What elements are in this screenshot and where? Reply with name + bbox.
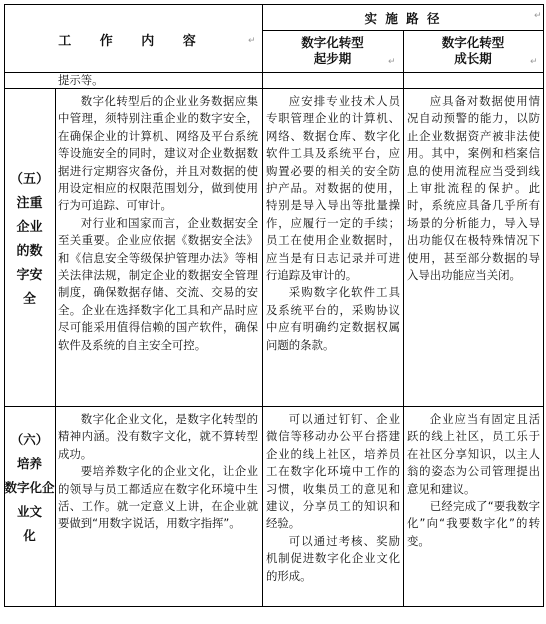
section-6-label-line: 培养: [16, 456, 42, 471]
section-6-label-line: 业文: [16, 504, 42, 519]
cell-end-mark: ↵: [388, 57, 396, 67]
row-line-1: [4, 88, 544, 89]
cell-end-mark: ↵: [534, 11, 542, 21]
section-6-grow-stage: [407, 411, 540, 605]
section-6-label-line: 数字化企: [4, 480, 55, 495]
start-stage-header: [262, 35, 403, 71]
section-5-label-line: （五）: [9, 172, 49, 187]
work-content-header: 工 作 内 容: [58, 34, 208, 49]
paragraph: 可以通过考核、奖励机制促进数字化企业文化的形成。: [266, 533, 400, 583]
section-5-grow-stage: [407, 93, 540, 405]
section-5-content: [58, 93, 258, 405]
section-5-label-line: 的数: [16, 244, 43, 259]
section-5-label-line: 字安: [16, 268, 43, 283]
grow-stage-header: [403, 35, 543, 71]
paragraph: 可以通过钉钉、企业微信等移动办公平台搭建企业的线上社区，培养员工在数字化环境中工作的习惯，收集员工的意见和建议，分享员工的知识和经验。: [266, 412, 400, 531]
section-5-start-stage: [266, 93, 400, 405]
grow-stage-line2: 成长期: [454, 51, 492, 66]
content-col-line: [262, 4, 263, 607]
section-5-label-line: 注重: [16, 196, 43, 211]
start-stage-line1: 数字化转型: [301, 35, 364, 50]
table-border-top: [4, 4, 544, 5]
paragraph: 已经完成了“要我数字化”向“我要数字化”的转变。: [407, 499, 540, 548]
paragraph: 对行业和国家而言，企业数据安全至关重要。企业应依据《数据安全法》和《信息安全等级保护管理办法》等相关法律法规，制定企业的数据安全管理制度，确保数据存储、交流、交易的安全。企业在选择数字化工具和产品时应尽可能采用值得信赖的国产软件，确保软件及系统的自主安全可控。: [58, 215, 258, 352]
start-stage-line2: 起步期: [313, 51, 352, 66]
paragraph: 数字化转型后的企业业务数据应集中管理，须特别注重企业的数字安全，在确保企业的计算机、网络及平台系统等设施安全的同时，建议对企业数据数据进行定期容灾备份，并且对数据的使用设定相应的权限范围划分，做到使用行为可追踪、可审计。: [58, 94, 258, 213]
section-5-label-line: 全: [22, 292, 36, 307]
grow-stage-line1: 数字化转型: [441, 35, 505, 50]
row-line-2: [4, 406, 544, 407]
section-6-label: [4, 428, 55, 598]
paragraph: 要培养数字化的企业文化，让企业的领导与员工都适应在数字化环境中生活、工作。就一定意义上讲，在企业就要做到“用数字说话，用数字指挥”。: [58, 464, 258, 531]
paragraph: 应具备对数据使用情况自动预警的能力，以防止企业数据资产被非法使用。其中，案例和档案信息的使用流程应当受到线上审批流程的保护。此时，系统应具备几乎所有场景的分析能力，导入导出功能仅在极特殊情况下使用，甚至部分数据的导入导出功能应当关闭。: [407, 94, 540, 283]
label-col-line: [55, 88, 56, 607]
cell-end-mark: ↵: [530, 57, 538, 67]
section-5-label-line: 企业: [16, 220, 43, 235]
start-col-line: [403, 30, 404, 607]
cell-end-mark: ↵: [248, 36, 256, 46]
paragraph: 数字化企业文化，是数字化转型的精神内涵。没有数字文化，就不算转型成功。: [58, 412, 258, 461]
section-6-start-stage: [266, 411, 400, 605]
paragraph: 采购数字化软件工具及系统平台的，采购协议中应有明确约定数据权属问题的条款。: [266, 285, 400, 352]
table-border-bottom: [4, 606, 544, 607]
continuation-text: 提示等。: [58, 73, 104, 87]
section-6-label-line: 化: [23, 528, 36, 543]
impl-path-header: 实 施 路 径: [364, 11, 442, 26]
section-5-label: [4, 168, 55, 348]
table-border-right: [543, 4, 544, 607]
paragraph: 应安排专业技术人员专职管理企业的计算机、网络、数据仓库、数字化软件工具及系统平台，应购置必要的相关的安全防护产品。对数据的使用，特别是导入导出等批量操作，应履行一定的手续；员工在使用企业数据时，应当是有日志记录并可进行追踪及审计的。: [266, 94, 400, 283]
paragraph: 企业应当有固定且活跃的线上社区，员工乐于在社区分享知识，以主人翁的姿态为公司管理提出意见和建议。: [407, 412, 540, 496]
section-6-label-line: （六）: [10, 432, 49, 447]
section-6-content: [58, 411, 258, 605]
